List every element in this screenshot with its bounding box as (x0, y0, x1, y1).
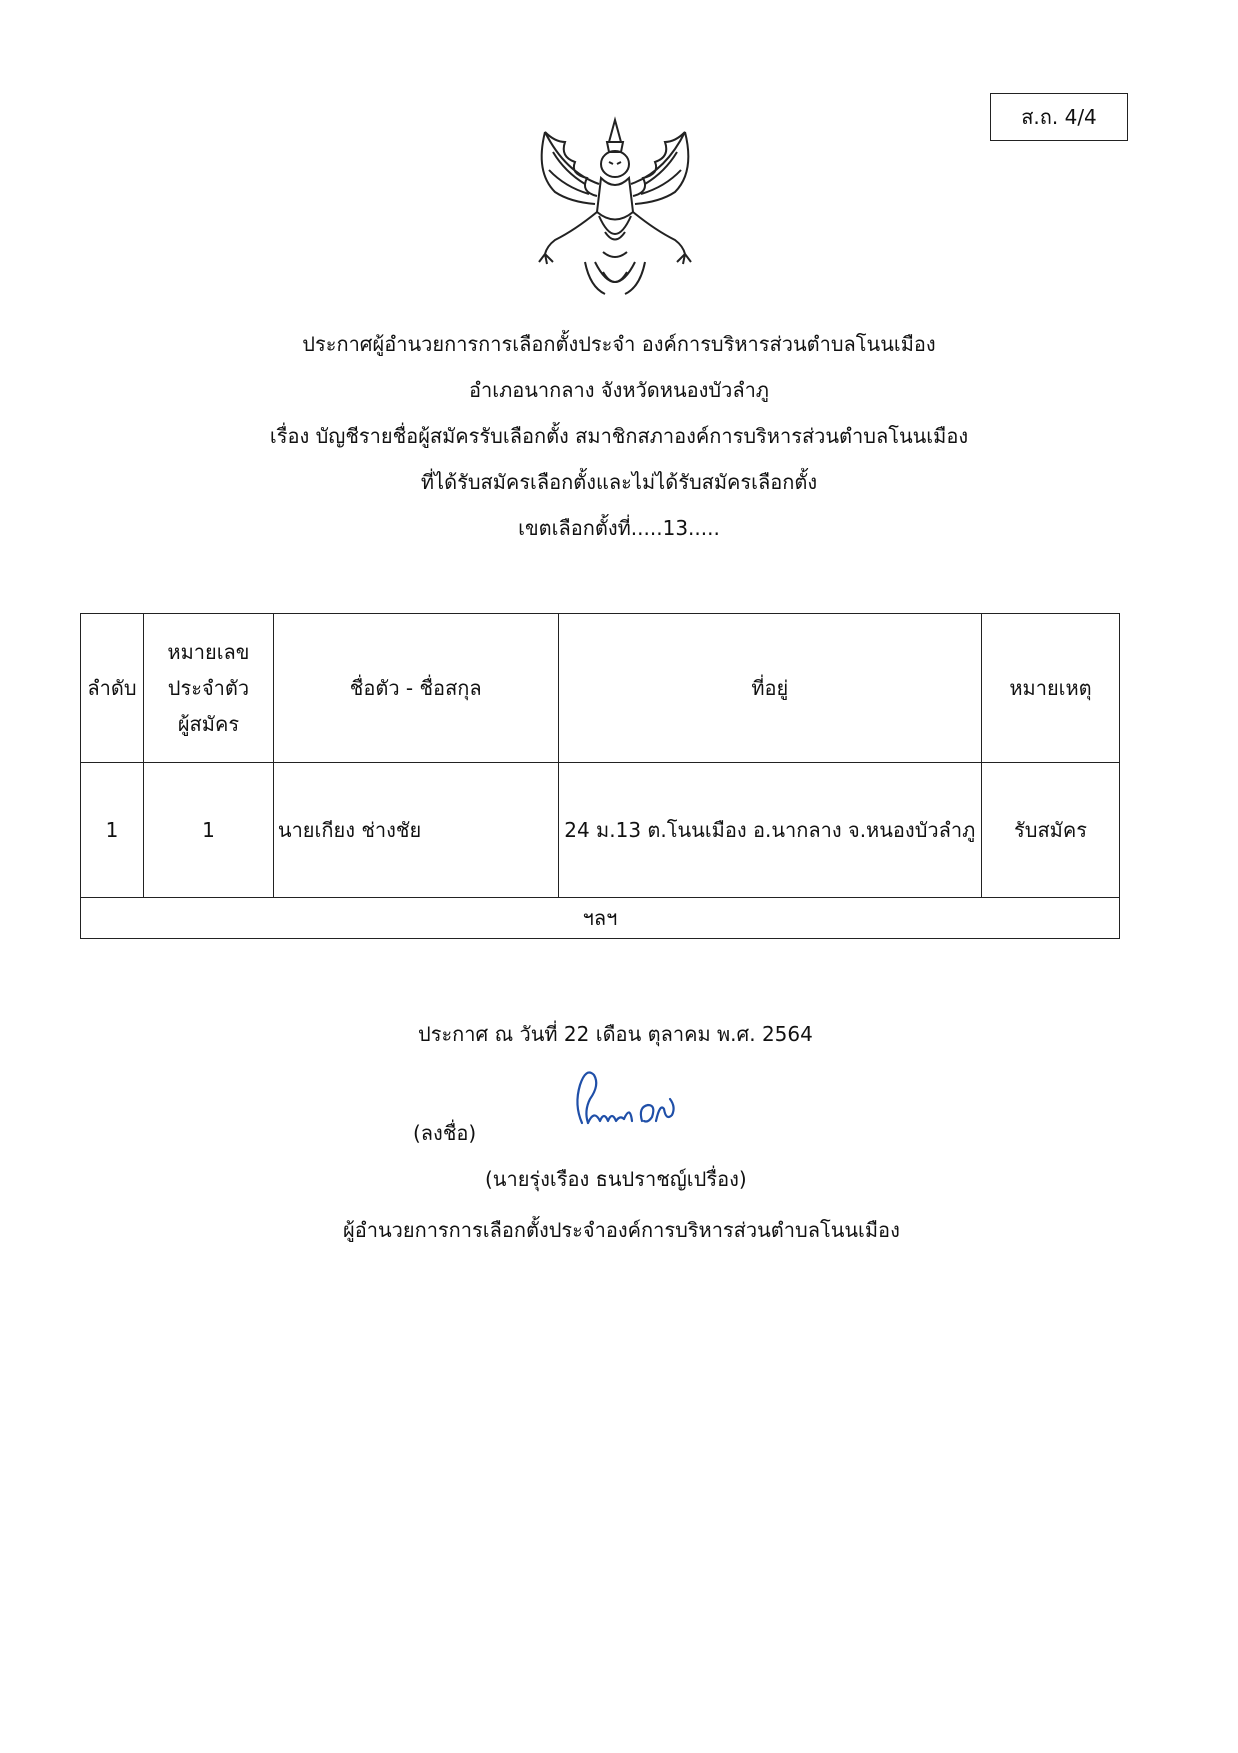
announce-date: ประกาศ ณ วันที่ 22 เดือน ตุลาคม พ.ศ. 2564 (418, 1022, 813, 1046)
row-name: นายเกียง ช่างชัย (273, 763, 558, 898)
header-candidate-number (143, 614, 273, 763)
header-name: ชื่อตัว - ชื่อสกุล (273, 614, 558, 763)
form-code-box: ส.ถ. 4/4 (990, 93, 1128, 141)
signer-position: ผู้อำนวยการการเลือกตั้งประจำองค์การบริหารส่วนตำบลโนนเมือง (343, 1218, 900, 1242)
header-candidate-number-line-2: ประจำตัว (167, 676, 250, 700)
table-footer-etc: ฯลฯ (81, 898, 1120, 939)
header-candidate-number-line-1: หมายเลข (167, 640, 250, 664)
heading-line-2: อำเภอนากลาง จังหวัดหนองบัวลำภู (468, 378, 769, 402)
heading-line-3: เรื่อง บัญชีรายชื่อผู้สมัครรับเลือกตั้ง สมาชิกสภาองค์การบริหารส่วนตำบลโนนเมือง (269, 424, 969, 448)
table-header-row (81, 614, 1120, 763)
heading-line-4: ที่ได้รับสมัครเลือกตั้งและไม่ได้รับสมัครเลือกตั้ง (420, 470, 818, 494)
heading-line-5: เขตเลือกตั้งที่.....13..... (518, 516, 720, 540)
row-address: 24 ม.13 ต.โนนเมือง อ.นากลาง จ.หนองบัวลำภู (558, 763, 982, 898)
signer-name: (นายรุ่งเรือง ธนปราชญ์เปรื่อง) (485, 1167, 747, 1191)
handwritten-signature (560, 1065, 680, 1135)
header-address: ที่อยู่ (558, 614, 982, 763)
header-candidate-number-line-3: ผู้สมัคร (177, 712, 240, 736)
row-candidate-number: 1 (143, 763, 273, 898)
sign-label: (ลงชื่อ) (413, 1121, 477, 1145)
row-order: 1 (81, 763, 144, 898)
header-order: ลำดับ (81, 614, 144, 763)
heading-line-1: ประกาศผู้อำนวยการการเลือกตั้งประจำ องค์การบริหารส่วนตำบลโนนเมือง (302, 332, 936, 356)
table-row (81, 763, 1120, 898)
header-remark: หมายเหตุ (982, 614, 1120, 763)
garuda-emblem-icon (525, 112, 705, 307)
row-remark: รับสมัคร (982, 763, 1120, 898)
table-footer-row (81, 898, 1120, 939)
candidate-table (80, 613, 1120, 939)
